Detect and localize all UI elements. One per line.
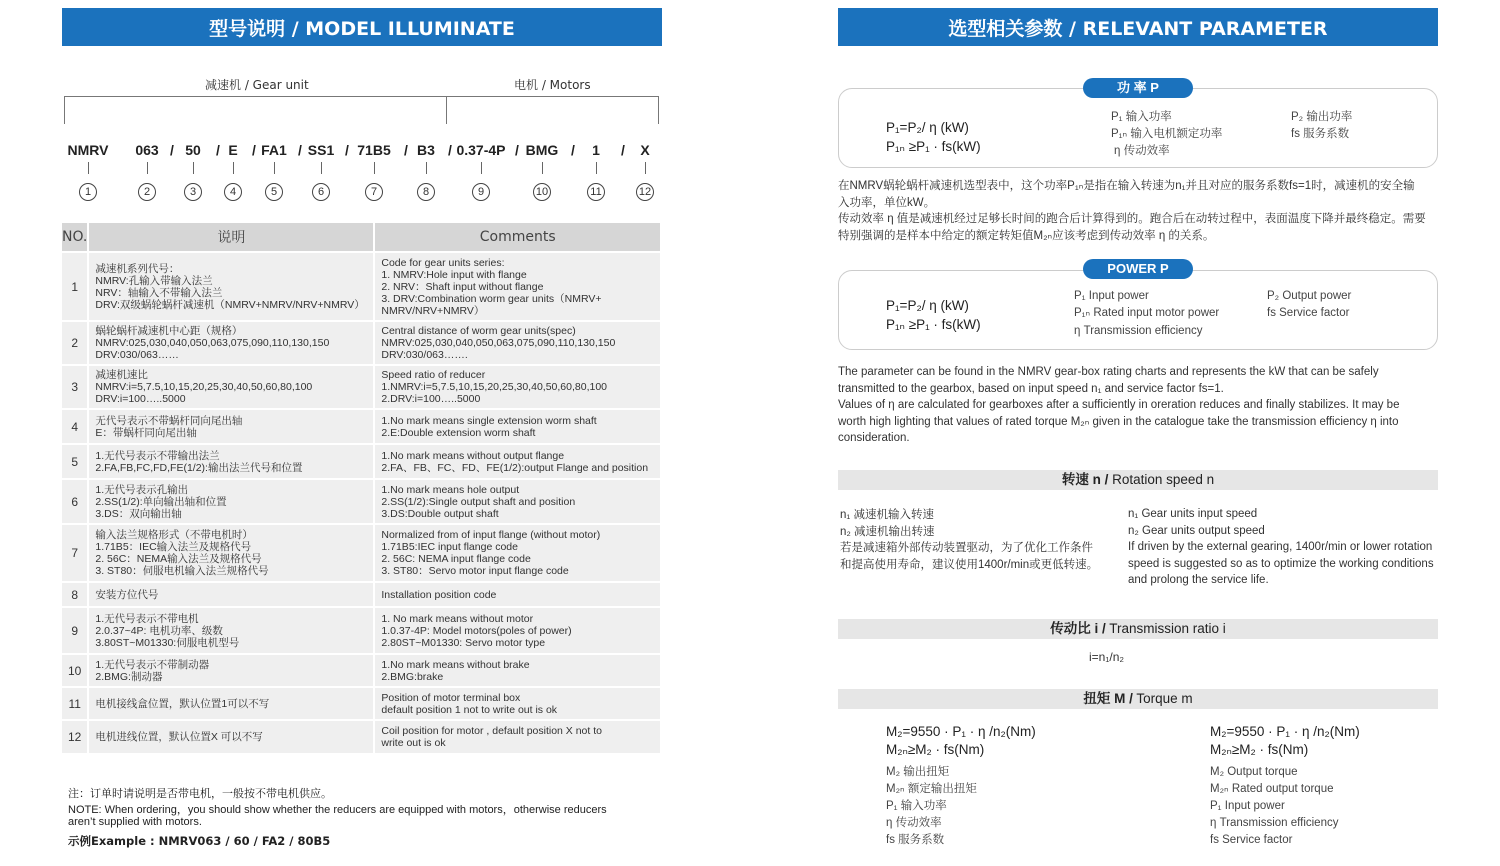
power-cn-legend-4: P₂ 输出功率 <box>1291 111 1353 123</box>
code-connector-line <box>645 162 646 174</box>
torque-legend-line: P₁ Input power <box>1210 800 1285 812</box>
code-connector-line <box>542 162 543 174</box>
description-line: 减速机系列代号： <box>95 262 180 275</box>
row-comment-en <box>374 524 661 582</box>
comment-line: Installation position code <box>381 588 497 601</box>
torque-legend-line: M₂ Output torque <box>1210 766 1298 778</box>
power-en-formula-2: P₁ₙ ≥P₁ · fs(kW) <box>886 317 981 332</box>
comment-line: Normalized from of input flange (without motor) <box>381 529 601 541</box>
description-line: NMRV:孔输入带输入法兰 <box>95 274 213 287</box>
code-separator: / <box>404 142 408 158</box>
torque-legend-line: M₂ 输出扭矩 <box>886 766 950 778</box>
code-separator: / <box>448 142 452 158</box>
row-number: 10 <box>62 654 88 687</box>
torque-formula-right-2: M₂ₙ≥M₂ · fs(Nm) <box>1210 742 1309 757</box>
row-comment-en <box>374 365 661 409</box>
model-code-part: 71B5 <box>357 142 391 158</box>
comment-line: DRV:030/063……. <box>381 349 468 361</box>
torque-formula-left-2: M₂ₙ≥M₂ · fs(Nm) <box>886 742 985 757</box>
paragraph-line: consideration. <box>838 432 910 444</box>
header-cn: 说明 <box>88 223 374 252</box>
row-comment-en <box>374 654 661 687</box>
comment-line: 1.No mark means hole output <box>381 483 520 496</box>
table-row <box>62 582 661 607</box>
code-number-circle: 6 <box>312 183 330 201</box>
paragraph-line: 在NMRV蜗轮蜗杆减速机选型表中，这个功率P₁ₙ是指在输入转速为n₁并且对应的服务系数fs=1时，减速机的安全输 <box>838 180 1415 192</box>
torque-cn-legend <box>886 764 977 849</box>
row-number: 11 <box>62 687 88 720</box>
power-cn-pill: 功 率 P <box>1083 78 1193 98</box>
rotation-line: and prolong the service life. <box>1128 574 1269 586</box>
comment-line: write out is ok <box>381 737 446 749</box>
note-en-1: NOTE: When ordering，you should show whether the reducers are equipped with motors，otherwise reducers <box>68 804 607 816</box>
table-row <box>62 654 661 687</box>
table-row <box>62 409 661 444</box>
row-number: 7 <box>62 524 88 582</box>
row-description-cn <box>88 365 374 409</box>
torque-bar: 扭矩 M / Torque m <box>838 689 1438 709</box>
comment-line: 1.0.37-4P: Model motors(poles of power) <box>381 624 572 637</box>
row-description-cn <box>88 321 374 365</box>
code-number-circle: 8 <box>417 183 435 201</box>
rotation-line: 和提高使用寿命，建议使用1400r/min或更低转速。 <box>840 558 1099 571</box>
code-separator: / <box>252 142 256 158</box>
comment-line: 1.No mark means without output flange <box>381 449 565 462</box>
paragraph-line: The parameter can be found in the NMRV gear-box rating charts and represents the kW that can be safely <box>838 366 1379 378</box>
row-comment-en <box>374 582 661 607</box>
row-number: 8 <box>62 582 88 607</box>
table-row <box>62 252 661 321</box>
comment-line: 3. ST80：Servo motor input flange code <box>381 565 569 577</box>
row-comment-en <box>374 252 661 321</box>
comment-line: Coil position for motor , default position X not to <box>381 725 602 737</box>
code-separator: / <box>298 142 302 158</box>
power-cn-legend-5: fs 服务系数 <box>1291 128 1350 140</box>
power-cn-legend-3: η 传动效率 <box>1114 145 1170 157</box>
description-line: 1.无代号表示不带电机 <box>95 612 199 625</box>
description-line: 电机进线位置，默认位置X 可以不写 <box>95 731 263 743</box>
row-description-cn <box>88 607 374 654</box>
row-description-cn <box>88 444 374 479</box>
row-description-cn <box>88 479 374 524</box>
torque-legend-line: M₂ₙ 额定输出扭矩 <box>886 783 977 795</box>
code-connector-line <box>481 162 482 174</box>
rotation-line: n₂ 减速机输出转速 <box>840 525 935 538</box>
row-number: 5 <box>62 444 88 479</box>
paragraph-line: 传动效率 η 值是减速机经过足够长时间的跑合后计算得到的。跑合后在动转过程中，表面温度下降并最终稳定。需要 <box>838 213 1426 225</box>
row-number: 12 <box>62 720 88 754</box>
paragraph-line: 特别强调的是样本中给定的额定转矩值M₂ₙ应该考虑到传动效率 η 的关系。 <box>838 229 1215 242</box>
model-code-part: NMRV <box>67 142 109 158</box>
code-number-circle: 7 <box>365 183 383 201</box>
rotation-speed-bar: 转速 n / Rotation speed n <box>838 470 1438 490</box>
comment-line: 2.FA、FB、FC、FD、FE(1/2):output Flange and position <box>381 461 649 474</box>
comment-line: 1.No mark means single extension worm shaft <box>381 414 597 427</box>
row-comment-en <box>374 687 661 720</box>
description-line: 输入法兰规格形式（不带电机时） <box>95 529 253 541</box>
power-en-legend-4: P₂ Output power <box>1267 290 1352 302</box>
paragraph-line: worth high lighting that values of rated torque M₂ₙ given in the catalogue take the transmission efficiency η into <box>838 415 1399 428</box>
rotation-line: If driven by the external gearing, 1400r/min or lower rotation <box>1128 541 1433 553</box>
code-number-circle: 10 <box>533 183 551 201</box>
table-row <box>62 720 661 754</box>
row-comment-en <box>374 479 661 524</box>
comment-line: 1. NMRV:Hole input with flange <box>381 268 527 281</box>
rotation-line: 若是减速箱外部传动装置驱动，为了优化工作条件 <box>840 542 1093 554</box>
comment-line: 1.71B5:IEC input flange code <box>381 541 518 553</box>
paragraph-line: 入功率，单位kW。 <box>838 196 936 209</box>
comment-line: 2.BMG:brake <box>381 670 444 683</box>
rotation-line: n₂ Gear units output speed <box>1128 524 1265 537</box>
row-description-cn <box>88 654 374 687</box>
torque-legend-line: η 传动效率 <box>886 817 942 829</box>
code-number-circle: 12 <box>636 183 654 201</box>
note-en-2: aren’t supplied with motors. <box>68 816 202 828</box>
rotation-line: n₁ Gear units input speed <box>1128 508 1258 520</box>
description-line: 2.FA,FB,FC,FD,FE(1/2):输出法兰代号和位置 <box>95 461 303 474</box>
code-connector-line <box>374 162 375 174</box>
description-line: 2. 56C：NEMA输入法兰及规格代号 <box>95 553 262 565</box>
row-comment-en <box>374 607 661 654</box>
example-line: 示例Example : NMRV063 / 60 / FA2 / 80B5 <box>68 834 331 848</box>
description-line: 电机接线盒位置，默认位置1可以不写 <box>95 697 270 710</box>
comment-line: 2.E:Double extension worm shaft <box>381 426 536 439</box>
torque-legend-line: fs 服务系数 <box>886 834 945 846</box>
comment-line: 2.SS(1/2):Single output shaft and position <box>381 495 576 508</box>
row-description-cn <box>88 409 374 444</box>
row-description-cn <box>88 252 374 321</box>
description-line: 蜗轮蜗杆减速机中心距（规格） <box>95 325 243 337</box>
note-cn: 注：订单时请说明是否带电机，一般按不带电机供应。 <box>68 787 332 800</box>
power-en-legend-2: P₁ₙ Rated input motor power <box>1074 307 1220 319</box>
transmission-ratio-bar: 传动比 i / Transmission ratio i <box>838 619 1438 639</box>
power-cn-paragraph <box>838 178 1442 244</box>
model-code-part: 50 <box>185 142 201 158</box>
comment-line: Code for gear units series: <box>381 256 505 269</box>
row-comment-en <box>374 321 661 365</box>
torque-formula-right-1: M₂=9550 · P₁ · η /n₂(Nm) <box>1210 724 1360 739</box>
rotation-line: n₁ 减速机输入转速 <box>840 509 934 521</box>
code-connector-line <box>233 162 234 174</box>
row-description-cn <box>88 524 374 582</box>
code-separator: / <box>571 142 575 158</box>
code-connector-line <box>274 162 275 174</box>
comment-line: 3.DS:Double output shaft <box>381 507 499 520</box>
row-description-cn <box>88 720 374 754</box>
power-cn-formula-1: P₁=P₂/ η (kW) <box>886 120 969 135</box>
description-line: E：带蜗杆同向尾出轴 <box>95 426 197 439</box>
paragraph-line: Values of η are calculated for gearboxes after a sufficiently in oreration reduces and finally stabilizes. It may be <box>838 399 1400 411</box>
row-number: 6 <box>62 479 88 524</box>
rotation-cn-text <box>840 507 1120 573</box>
description-line: NRV：轴输入不带输入法兰 <box>95 286 223 299</box>
model-code-part: SS1 <box>307 142 335 158</box>
power-cn-legend-1: P₁ 输入功率 <box>1111 111 1172 123</box>
power-en-pill: POWER P <box>1083 259 1193 279</box>
table-row <box>62 444 661 479</box>
description-line: 2.SS(1/2):单向输出轴和位置 <box>95 495 227 508</box>
description-line: 3.80ST~M01330:伺服电机型号 <box>95 636 240 649</box>
code-connector-line <box>596 162 597 174</box>
code-number-circle: 1 <box>79 183 97 201</box>
description-line: 1.无代号表示不带制动器 <box>95 658 210 671</box>
table-row <box>62 687 661 720</box>
code-number-circle: 9 <box>472 183 490 201</box>
table-row <box>62 479 661 524</box>
code-number-circle: 2 <box>138 183 156 201</box>
comment-line: 2. 56C: NEMA input flange code <box>381 553 531 565</box>
row-number: 4 <box>62 409 88 444</box>
code-separator: / <box>216 142 220 158</box>
code-separator: / <box>170 142 174 158</box>
description-line: NMRV:i=5,7.5,10,15,20,25,30,40,50,60,80,100 <box>95 381 313 393</box>
comment-line: 2. NRV：Shaft input without flange <box>381 280 544 293</box>
power-en-legend-3: η Transmission efficiency <box>1074 325 1203 337</box>
power-cn-formula-2: P₁ₙ ≥P₁ · fs(kW) <box>886 139 981 154</box>
description-line: DRV:双级蜗轮蜗杆减速机（NMRV+NMRV/NRV+NMRV） <box>95 298 365 311</box>
gear-unit-label: 减速机 / Gear unit <box>205 78 309 92</box>
rotation-en-text <box>1128 506 1448 589</box>
power-en-formula-1: P₁=P₂/ η (kW) <box>886 298 969 313</box>
table-row <box>62 321 661 365</box>
ratio-formula: i=n₁/n₂ <box>1089 650 1125 664</box>
code-number-circle: 5 <box>265 183 283 201</box>
code-connector-line <box>88 162 89 174</box>
torque-legend-line: η Transmission efficiency <box>1210 817 1339 829</box>
rotation-line: speed is suggested so as to optimize the working conditions <box>1128 557 1434 570</box>
row-comment-en <box>374 409 661 444</box>
code-separator: / <box>621 142 625 158</box>
code-number-circle: 11 <box>587 183 605 201</box>
code-number-circle: 4 <box>224 183 242 201</box>
table-row <box>62 524 661 582</box>
code-number-circle: 3 <box>184 183 202 201</box>
description-line: 安装方位代号 <box>95 588 159 601</box>
model-code-part: 063 <box>135 142 159 158</box>
comment-line: 3. DRV:Combination worm gear units（NMRV+ <box>381 292 602 305</box>
comment-line: 2.DRV:i=100…..5000 <box>381 393 481 405</box>
description-line: 2.BMG:制动器 <box>95 670 163 683</box>
comment-line: Position of motor terminal box <box>381 691 521 704</box>
torque-legend-line: fs Service factor <box>1210 834 1293 846</box>
row-number: 1 <box>62 252 88 321</box>
description-line: DRV:030/063…… <box>95 349 179 361</box>
motors-label: 电机 / Motors <box>514 78 591 92</box>
code-separator: / <box>515 142 519 158</box>
torque-legend-line: M₂ₙ Rated output torque <box>1210 783 1334 795</box>
row-number: 9 <box>62 607 88 654</box>
code-connector-line <box>426 162 427 174</box>
motors-bracket <box>447 96 659 124</box>
paragraph-line: transmitted to the gearbox, based on input speed n₁ and service factor fs=1. <box>838 382 1224 395</box>
model-code-part: 0.37-4P <box>456 142 506 158</box>
model-code-part: E <box>228 142 238 158</box>
code-separator: / <box>345 142 349 158</box>
comment-line: Central distance of worm gear units(spec) <box>381 325 576 337</box>
table-row <box>62 365 661 409</box>
power-en-legend-1: P₁ Input power <box>1074 290 1149 302</box>
model-illuminate-banner: 型号说明 / MODEL ILLUMINATE <box>62 8 662 46</box>
description-line: 减速机速比 <box>95 369 148 381</box>
row-description-cn <box>88 687 374 720</box>
comment-line: 1.No mark means without brake <box>381 658 530 671</box>
row-number: 2 <box>62 321 88 365</box>
power-en-legend-5: fs Service factor <box>1267 307 1350 319</box>
description-line: DRV:i=100…..5000 <box>95 393 186 405</box>
header-en: Comments <box>374 223 661 252</box>
description-line: 3. ST80：伺服电机输入法兰规格代号 <box>95 565 269 577</box>
comment-line: default position 1 not to write out is ok <box>381 703 558 716</box>
row-number: 3 <box>62 365 88 409</box>
model-code-part: B3 <box>417 142 435 158</box>
model-code-part: 1 <box>592 142 600 158</box>
comment-line: 1. No mark means without motor <box>381 612 534 625</box>
torque-legend-line: P₁ 输入功率 <box>886 800 947 812</box>
torque-en-legend <box>1210 764 1338 849</box>
description-line: 1.71B5：IEC输入法兰及规格代号 <box>95 541 252 553</box>
description-line: 1.无代号表示孔输出 <box>95 483 189 496</box>
model-code-part: FA1 <box>261 142 287 158</box>
description-line: 1.无代号表示不带输出法兰 <box>95 449 220 462</box>
description-line: 无代号表示不带蜗杆同向尾出轴 <box>95 414 243 427</box>
model-explanation-table <box>62 223 662 755</box>
description-line: NMRV:025,030,040,050,063,075,090,110,130,150 <box>95 337 330 349</box>
row-comment-en <box>374 444 661 479</box>
torque-formula-left-1: M₂=9550 · P₁ · η /n₂(Nm) <box>886 724 1036 739</box>
code-connector-line <box>193 162 194 174</box>
comment-line: 2.80ST~M01330: Servo motor type <box>381 636 546 649</box>
model-code-part: X <box>640 142 650 158</box>
comment-line: 1.NMRV:i=5,7.5,10,15,20,25,30,40,50,60,80,100 <box>381 381 608 393</box>
description-line: 3.DS：双向输出轴 <box>95 507 182 520</box>
code-connector-line <box>147 162 148 174</box>
relevant-parameter-banner: 选型相关参数 / RELEVANT PARAMETER <box>838 8 1438 46</box>
row-description-cn <box>88 582 374 607</box>
gear-unit-bracket <box>64 96 447 124</box>
description-line: 2.0.37~4P: 电机功率、级数 <box>95 624 223 637</box>
comment-line: NMRV:025,030,040,050,063,075,090,110,130,150 <box>381 337 616 349</box>
power-cn-legend-2: P₁ₙ 输入电机额定功率 <box>1111 128 1223 140</box>
code-connector-line <box>321 162 322 174</box>
comment-line: NMRV/NRV+NMRV） <box>381 304 485 317</box>
comment-line: Speed ratio of reducer <box>381 369 486 381</box>
row-comment-en <box>374 720 661 754</box>
model-code-part: BMG <box>525 142 559 158</box>
power-en-paragraph <box>838 364 1442 447</box>
header-no: NO. <box>62 223 88 252</box>
table-row <box>62 607 661 654</box>
